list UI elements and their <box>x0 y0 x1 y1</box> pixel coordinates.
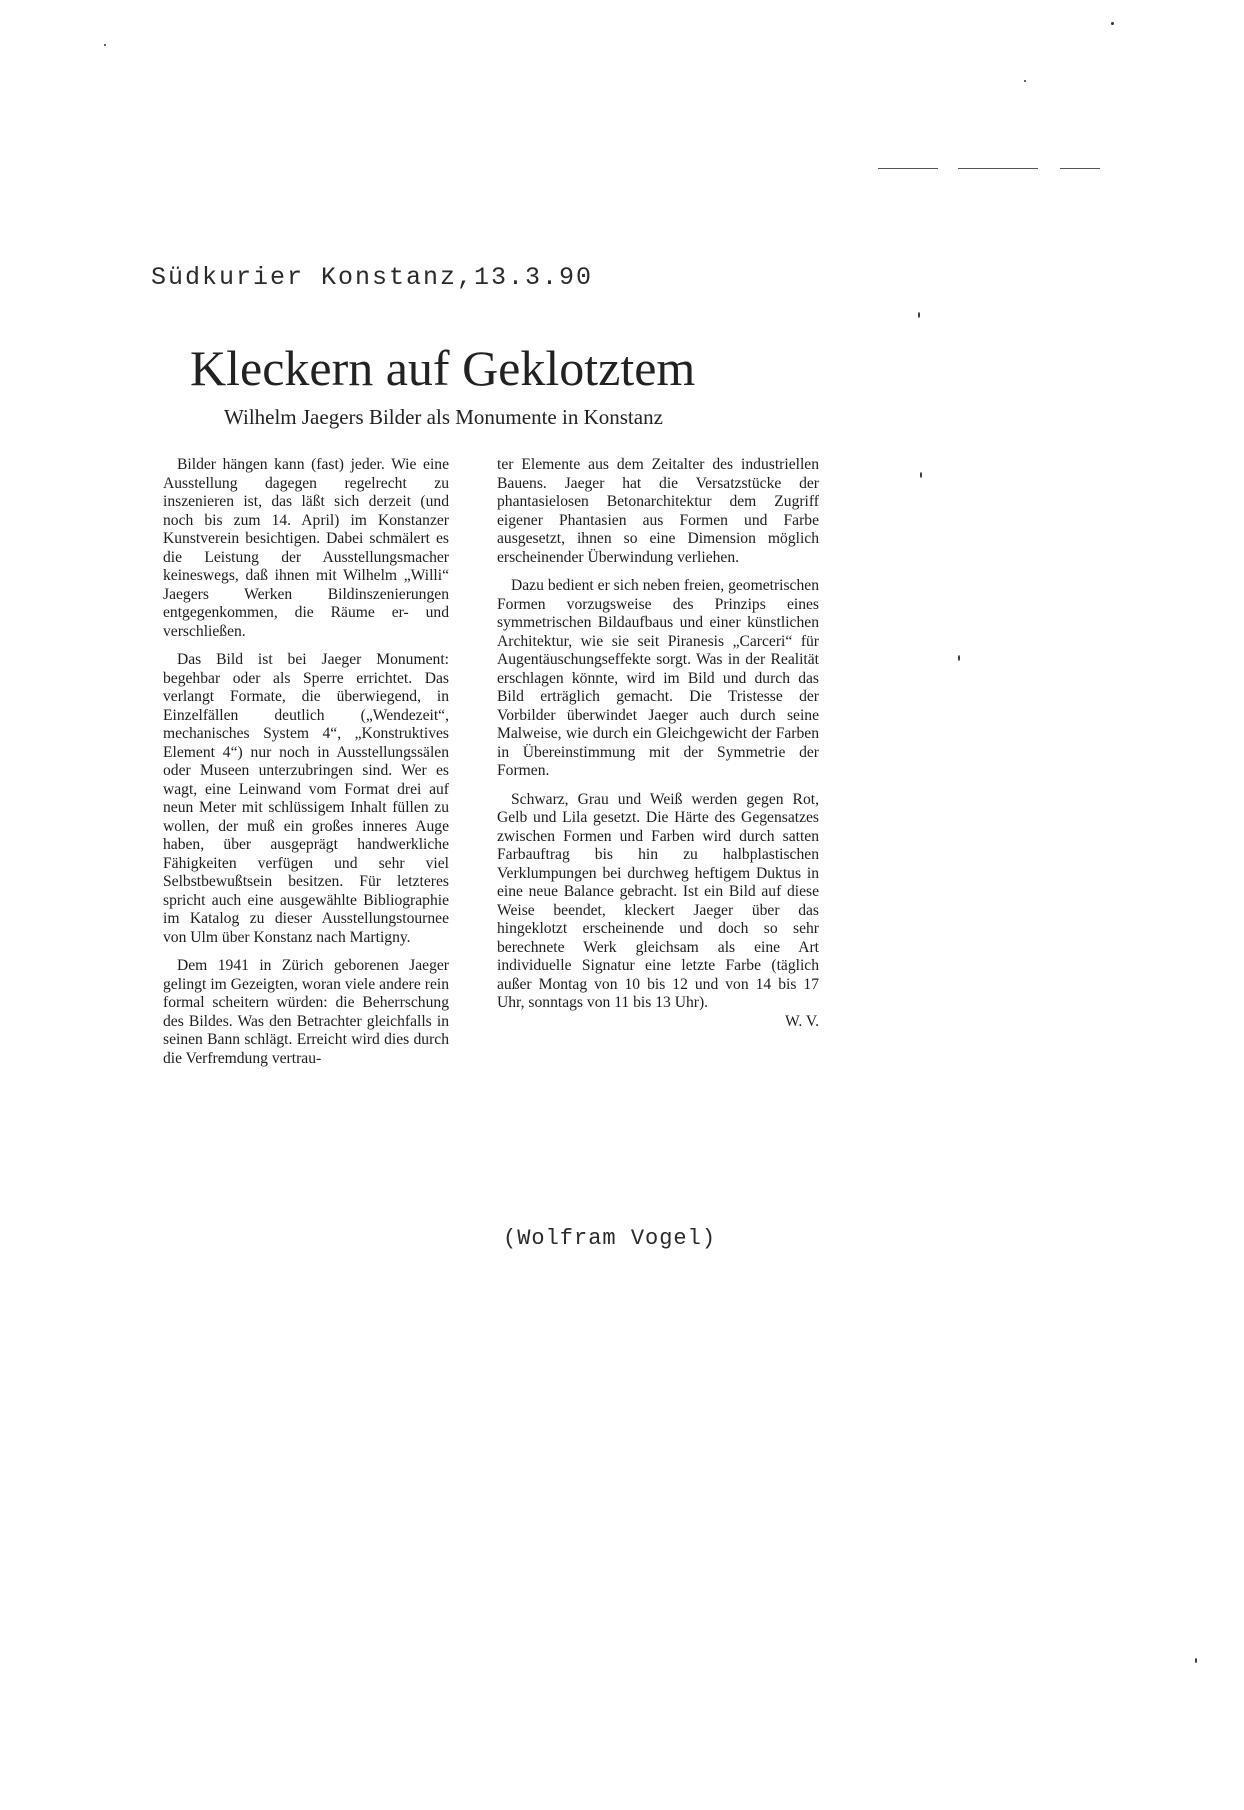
article-column-left <box>163 456 449 1078</box>
scan-speckle <box>1111 22 1114 25</box>
article-headline: Kleckern auf Geklotztem <box>190 340 696 396</box>
scan-mark-line <box>1060 168 1100 169</box>
author-initials: W. V. <box>785 1012 819 1030</box>
scan-mark-line <box>958 168 1038 169</box>
paragraph: Dazu bedient er sich neben freien, geometrischen Formen vorzugsweise des Prinzips eines symmetrischen Bildaufbaus und einer künstlichen Architektur, wie sie seit Piranesis „Carceri“ für Augentäuschungseffekte sorgt. Was in der Realität erschlagen könnte, wird im Bild und durch das Bild erträglich gemacht. Die Tristesse der Vorbilder überwindet Jaeger auch durch seine Malweise, wie durch ein Gleichgewicht der Farben in Übereinstimmung mit der Symmetrie der Formen. <box>497 577 819 779</box>
paragraph: Schwarz, Grau und Weiß werden gegen Rot, Gelb und Lila gesetzt. Die Härte des Gegensatzes zwischen Formen und Farben wird durch satten Farbauftrag bis hin zu halbplastischen Verklumpungen bei durchweg heftigem Duktus in eine neue Balance gebracht. Ist ein Bild auf diese Weise beendet, kleckert Jaeger über das hingeklotzt erscheinende und doch so sehr berechnete Werk gleichsam als eine Art individuelle Signatur eine letzte Farbe (täglich außer Montag von 10 bis 12 und von 14 bis 17 Uhr, sonntags von 11 bis 13 Uhr). <box>497 790 819 1011</box>
newspaper-source: Südkurier Konstanz,13.3.90 <box>151 263 594 292</box>
paragraph: Dem 1941 in Zürich geborenen Jaeger gelingt im Gezeigten, woran viele andere rein formal scheitern würden: die Beherrschung des Bildes. Was den Betrachter gleichfalls in seinen Bann schlägt. Erreicht wird dies durch die Verfremdung vertrau- <box>163 957 449 1067</box>
scan-speckle <box>958 655 960 661</box>
scan-speckle <box>104 44 106 46</box>
article-subheadline: Wilhelm Jaegers Bilder als Monumente in Konstanz <box>224 405 663 429</box>
paragraph: Das Bild ist bei Jaeger Monument: begehbar oder als Sperre errichtet. Das verlangt Formate, die überwiegend, in Einzelfällen deutlich („Wendezeit“, mechanisches System 4“, „Konstruktives Element 4“) nur noch in Ausstellungssälen oder Museen unterzubringen sind. Wer es wagt, eine Leinwand vom Format drei auf neun Meter mit schlüssigem Inhalt füllen zu wollen, der muß ein großes inneres Auge haben, über ausgeprägt handwerkliche Fähigkeiten verfügen und sehr viel Selbstbewußtsein besitzen. Für letzteres spricht auch eine ausgewählte Bibliographie im Katalog zu dieser Ausstellungstournee von Ulm über Konstanz nach Martigny. <box>163 651 449 946</box>
author-name: (Wolfram Vogel) <box>503 1226 717 1251</box>
scan-speckle <box>918 312 920 318</box>
paragraph: Bilder hängen kann (fast) jeder. Wie eine Ausstellung dagegen regelrecht zu inszenieren ist, das läßt sich derzeit (und noch bis zum 14. April) im Konstanzer Kunstverein besichtigen. Dabei schmälert es die Leistung der Ausstellungsmacher keineswegs, daß ihnen mit Wilhelm „Willi“ Jaegers Werken Bildinszenierungen entgegenkommen, die Räume er- und verschließen. <box>163 456 449 640</box>
scan-mark-line <box>878 168 938 169</box>
article-column-right <box>497 456 819 1031</box>
scan-speckle <box>920 472 922 478</box>
scan-speckle <box>1024 80 1026 82</box>
scan-speckle <box>1195 1658 1197 1663</box>
paragraph: ter Elemente aus dem Zeitalter des industriellen Bauens. Jaeger hat die Versatzstücke der phantasielosen Betonarchitektur dem Zugriff eigener Phantasien aus Formen und Farbe ausgesetzt, ihnen so eine Dimension möglich erscheinender Überwindung verliehen. <box>497 456 819 566</box>
